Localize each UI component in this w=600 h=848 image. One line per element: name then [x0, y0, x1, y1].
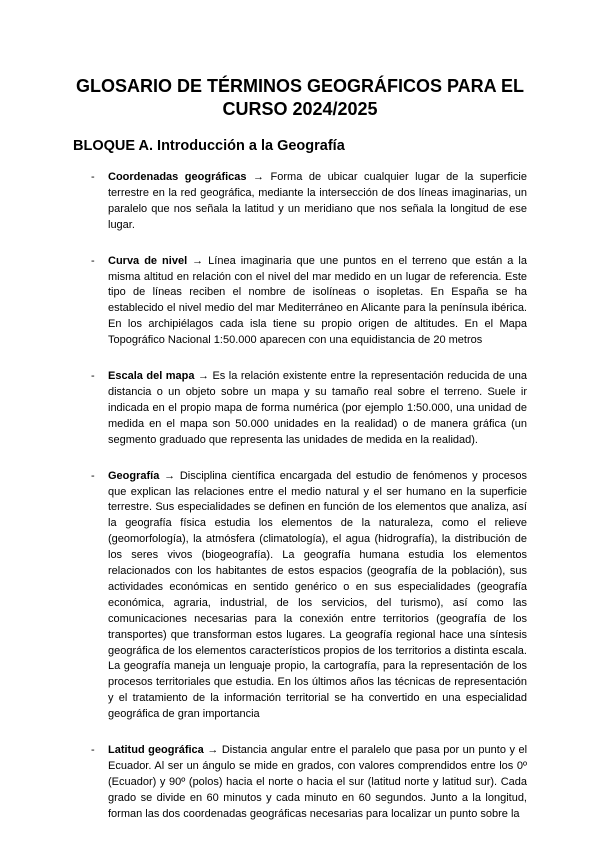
bullet-marker: -: [91, 171, 95, 183]
entry-term: Geografía: [108, 469, 160, 482]
entry-text: [108, 743, 527, 823]
entry-text: [108, 254, 527, 349]
entry-text: [108, 170, 527, 234]
entry-term: Escala del mapa: [108, 370, 195, 383]
entry-definition: → Línea imaginaria que une puntos en el terreno que están a la misma altitud en relación con el nivel del mar medido en un lugar de referencia. Este tipo de líneas reciben el nombre de isolíneas o isopletas. En España se ha establecido el nivel medio del mar Mediterráneo en Alicante para la península ibérica. En los archipiélagos cada isla tiene su propio origen de altitudes. En el Mapa Topográfico Nacional 1:50.000 aparecen con una equidistancia de 20 metros: [108, 254, 527, 347]
entry-definition: → Disciplina científica encargada del estudio de fenómenos y procesos que explican las relaciones entre el medio natural y el ser humano en la superficie terrestre. Sus especialidades se definen en función de los elementos que analiza, así la geografía física estudia los elementos de la naturaleza, como el relieve (geomorfología), la atmósfera (climatología), el agua (hidrografía), la distribución de los seres vivos (biogeografía). La geografía humana estudia los elementos relacionados con los habitantes de estos espacios (geografía de la población), sus actividades económicas en sentido genérico o en sus especialidades (geografía económica, agraria, industrial, de los servicios, del turismo), así como las comunicaciones necesarias para la conexión entre territorios (geografía de los transportes) que transforman estos lugares. La geografía regional hace una síntesis geográfica de los elementos característicos propios de los territorios a distinta escala. La geografía maneja un lenguaje propio, la cartografía, para la representación de los procesos territoriales que estudia. En los últimos años las técnicas de representación y el tratamiento de la información territorial se ha convertido en una especialidad geográfica de gran importancia: [108, 469, 528, 721]
document-title: GLOSARIO DE TÉRMINOS GEOGRÁFICOS PARA EL CURSO 2024/2025: [75, 76, 525, 119]
bullet-marker: -: [91, 370, 95, 383]
glossary-entry-latitud-geografica: [0, 743, 600, 823]
glossary-list: [0, 170, 600, 843]
entry-term: Coordenadas geográficas: [108, 171, 247, 183]
bullet-marker: -: [91, 744, 95, 757]
bullet-marker: -: [91, 254, 95, 267]
glossary-entry-escala-del-mapa: [0, 369, 600, 449]
bullet-marker: -: [91, 469, 95, 482]
entry-definition: → Es la relación existente entre la representación reducida de una distancia o un objeto sobre un mapa y su tamaño real sobre el terreno. Suele ir indicada en el propio mapa de forma numérica (por ejemplo 1:50.000, una unidad de medida en el mapa son 50.000 unidades en la realidad) o de manera gráfica (un segmento graduado que representa las unidades de medida en la realidad).: [108, 370, 528, 446]
glossary-entry-coordenadas: [0, 170, 600, 234]
entry-term: Latitud geográfica: [108, 744, 204, 757]
section-heading: BLOQUE A. Introducción a la Geografía: [73, 138, 345, 154]
glossary-entry-geografia: [0, 469, 600, 724]
entry-term: Curva de nivel: [108, 254, 188, 267]
entry-text: [108, 469, 527, 724]
glossary-entry-curva-de-nivel: [0, 254, 600, 349]
entry-definition: → Distancia angular entre el paralelo que pasa por un punto y el Ecuador. Al ser un ángulo se mide en grados, con valores comprendidos entre los 0º (Ecuador) y 90º (polos) hacia el norte o hacia el sur (latitud norte y latitud sur). Cada grado se divide en 60 minutos y cada minuto en 60 segundos. Junto a la longitud, forman las dos coordenadas geográficas necesarias para localizar un punto sobre la: [108, 744, 528, 820]
entry-definition: → Forma de ubicar cualquier lugar de la superficie terrestre en la red geográfica, mediante la intersección de dos líneas imaginarias, un paralelo que nos señala la latitud y un meridiano que nos señala la longitud de ese lugar.: [108, 171, 527, 231]
entry-text: [108, 369, 527, 449]
